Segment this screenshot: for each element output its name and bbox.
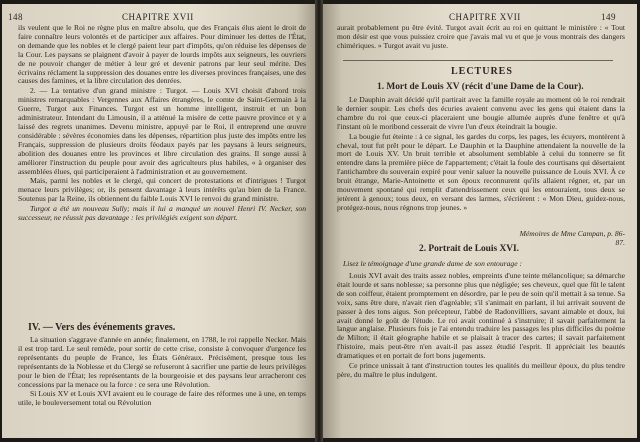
right-page-number: 149 — [601, 12, 616, 22]
reading-2-subtitle: Lisez le témoignage d'une grande dame de son entourage : — [343, 259, 522, 268]
left-page — [2, 4, 315, 438]
section-heading: IV. — Vers des événements graves. — [28, 322, 176, 333]
reading-paragraph: Ce prince unissait à tant d'instruction toutes les qualités du meilleur époux, du plus tendre père, du maître le plus indulgent. — [337, 361, 625, 379]
right-intro-paragraph: aurait probablement pu être évité. Turgot avait écrit au roi en quittant le ministère : « Tout mon désir est que vous puissiez croire que j'avais mal vu et que je vous montrais des dangers chimériques. » Turgot avait vu juste. — [337, 23, 625, 50]
reading-2-title: 2. Portrait de Louis XVI. — [419, 244, 519, 254]
lectures-title: LECTURES — [451, 66, 513, 77]
left-paragraph: Turgot a été un nouveau Sully; mais il lui a manqué un nouvel Henri IV. Necker, son successeur, ne réussit pas davantage : les privilégiés exigent son départ. — [18, 204, 306, 223]
reading-paragraph: La bougie fut éteinte : à ce signal, les gardes du corps, les pages, les écuyers, montèrent à cheval, tout fut prêt pour le départ. Le Dauphin et la Dauphine attendaient la nouvelle de la mort de Louis XV. Un bruit terrible et absolument semblable à celui du tonnerre se fit entendre dans la première pièce de l'appartement; c'était la foule des courtisans qui désertaient l'antichambre du souverain expiré pour venir saluer la nouvelle puissance de Louis XVI. À ce bruit étrange, Marie-Antoinette et son époux reconnurent qu'ils allaient régner, et, par un mouvement spontané qui remplit d'attendrissement ceux qui les entouraient, tous deux se jetèrent à genoux; tous deux, en versant des larmes, s'écrièrent : « Mon Dieu, guidez-nous, protégez-nous, nous régnons trop jeunes. » — [337, 131, 625, 212]
left-paragraph: La situation s'aggrave d'année en année; finalement, en 1788, le roi rappelle Necker. Mais il est trop tard. Le seul remède, pour sortir de cette crise, consiste à convoquer d'urgence les représentants du peuple de France, les États Généraux. Précisément, presque tous les représentants de la Noblesse et du Clergé se refuseront à sacrifier une partie de leurs privilèges pour le bien de l'État; les représentants de la bourgeoisie et des paysans leur arracheront ces concessions par la menace ou la force : ce sera une Révolution. — [18, 335, 306, 389]
left-page-number: 148 — [8, 12, 23, 22]
divider — [343, 60, 613, 61]
left-paragraph: Si Louis XV et Louis XVI avaient eu le courage de faire des réformes une à une, en temps utile, le bouleversement total ou Révolution — [18, 389, 306, 408]
left-paragraph: Mais, parmi les nobles et le clergé, qui concert de protestations et d'intrigues ! Turgot menace leurs privilèges; or, ils pensent davantage à leurs intérêts qu'au bien de la France. Soutenus par la Reine, ils obtiennent du faible Louis XVI le renvoi du grand ministre. — [18, 176, 306, 204]
reading-1-title: 1. Mort de Louis XV (récit d'une Dame de la Cour). — [377, 82, 584, 92]
book-gutter — [315, 0, 323, 442]
reading-paragraph: Le Dauphin avait décidé qu'il partirait avec la famille royale au moment où le roi rendrait le dernier soupir. Les chefs des écuries avaient convenu avec les gens qui étaient dans la chambre du roi que ceux-ci placeraient une bougie allumée auprès d'une fenêtre et qu'à l'instant où le moribond cesserait de vivre l'un d'eux éteindrait la bougie. — [337, 95, 625, 131]
right-running-head: CHAPITRE XVII — [449, 12, 521, 22]
left-paragraph: ils veulent que le Roi ne règne plus en maître absolu, que des Français élus aient le droit de faire connaître leurs volontés et de participer aux affaires. Pour diminuer les dettes de l'État, on demande que les nobles et le clergé paient leur part d'impôts, qu'on réduise les dépenses de la Cour. Les paysans se plaignent d'avoir à payer de lourds impôts aux seigneurs, les ouvriers de ne pouvoir changer de métier à leur gré et devenir patrons par leur seul mérite. Des écrivains réclament la suppression des douanes entre les diverses provinces françaises, une des causes des famines, et la libre circulation des denrées. — [18, 23, 306, 86]
left-paragraph: 2. — La tentative d'un grand ministre : Turgot. — Louis XVI choisit d'abord trois ministres remarquables : Vergennes aux Affaires étrangères, le comte de Saint-Germain à la Guerre, Turgot aux Finances. Turgot est un homme intelligent, instruit et un bon administrateur. Intendant du Limousin, il a atténué la misère de cette pauvre province et y a laissé des regrets unanimes. Devenu ministre, appuyé par le Roi, il entreprend une œuvre considérable : sévères économies dans les dépenses, répartition plus juste des impôts entre les Français, suppression de plusieurs droits féodaux payés par les paysans à leurs seigneurs, abolition des douanes entre les provinces et libre circulation des grains. Il songe aussi à améliorer l'instruction du peuple pour avoir des agriculteurs plus habiles, « à organiser des assemblées élues, qui participeraient à l'administration et au gouvernement. — [18, 86, 306, 176]
left-text-block-2 — [18, 336, 306, 409]
left-running-head: CHAPITRE XVII — [122, 12, 194, 22]
left-text-block-1 — [18, 24, 306, 224]
reading-1-source: Mémoires de Mme Campan, p. 86-87. — [519, 229, 625, 247]
reading-paragraph: Louis XVI avait des traits assez nobles, empreints d'une teinte mélancolique; sa démarche était lourde et sans noblesse; sa personne plus que négligée; ses cheveux, quel que fût le talent de son coiffeur, étaient promptement en désordre, par le peu de soin qu'il mettait à sa tenue. Sa voix, sans être dure, n'avait rien d'agréable; s'il s'animait en parlant, il lui arrivait souvent de passer à des tons aigus. Son précepteur, l'abbé de Radonvilliers, savant aimable et doux, lui avait donné le goût de l'étude. Le roi avait continué à s'instruire; il savait parfaitement la langue anglaise. Plusieurs fois je l'ai entendu traduire les passages les plus difficiles du poème de Milton; il était géographe habile et se plaisait à tracer des cartes; il savait parfaitement l'histoire, mais peut-être n'en avait-il pas assez étudié l'esprit. Il appréciait les beautés dramatiques et en portait de fort bons jugements. — [337, 271, 625, 361]
reading-1-text — [337, 96, 625, 214]
right-page — [323, 4, 637, 438]
reading-2-text — [337, 272, 625, 381]
